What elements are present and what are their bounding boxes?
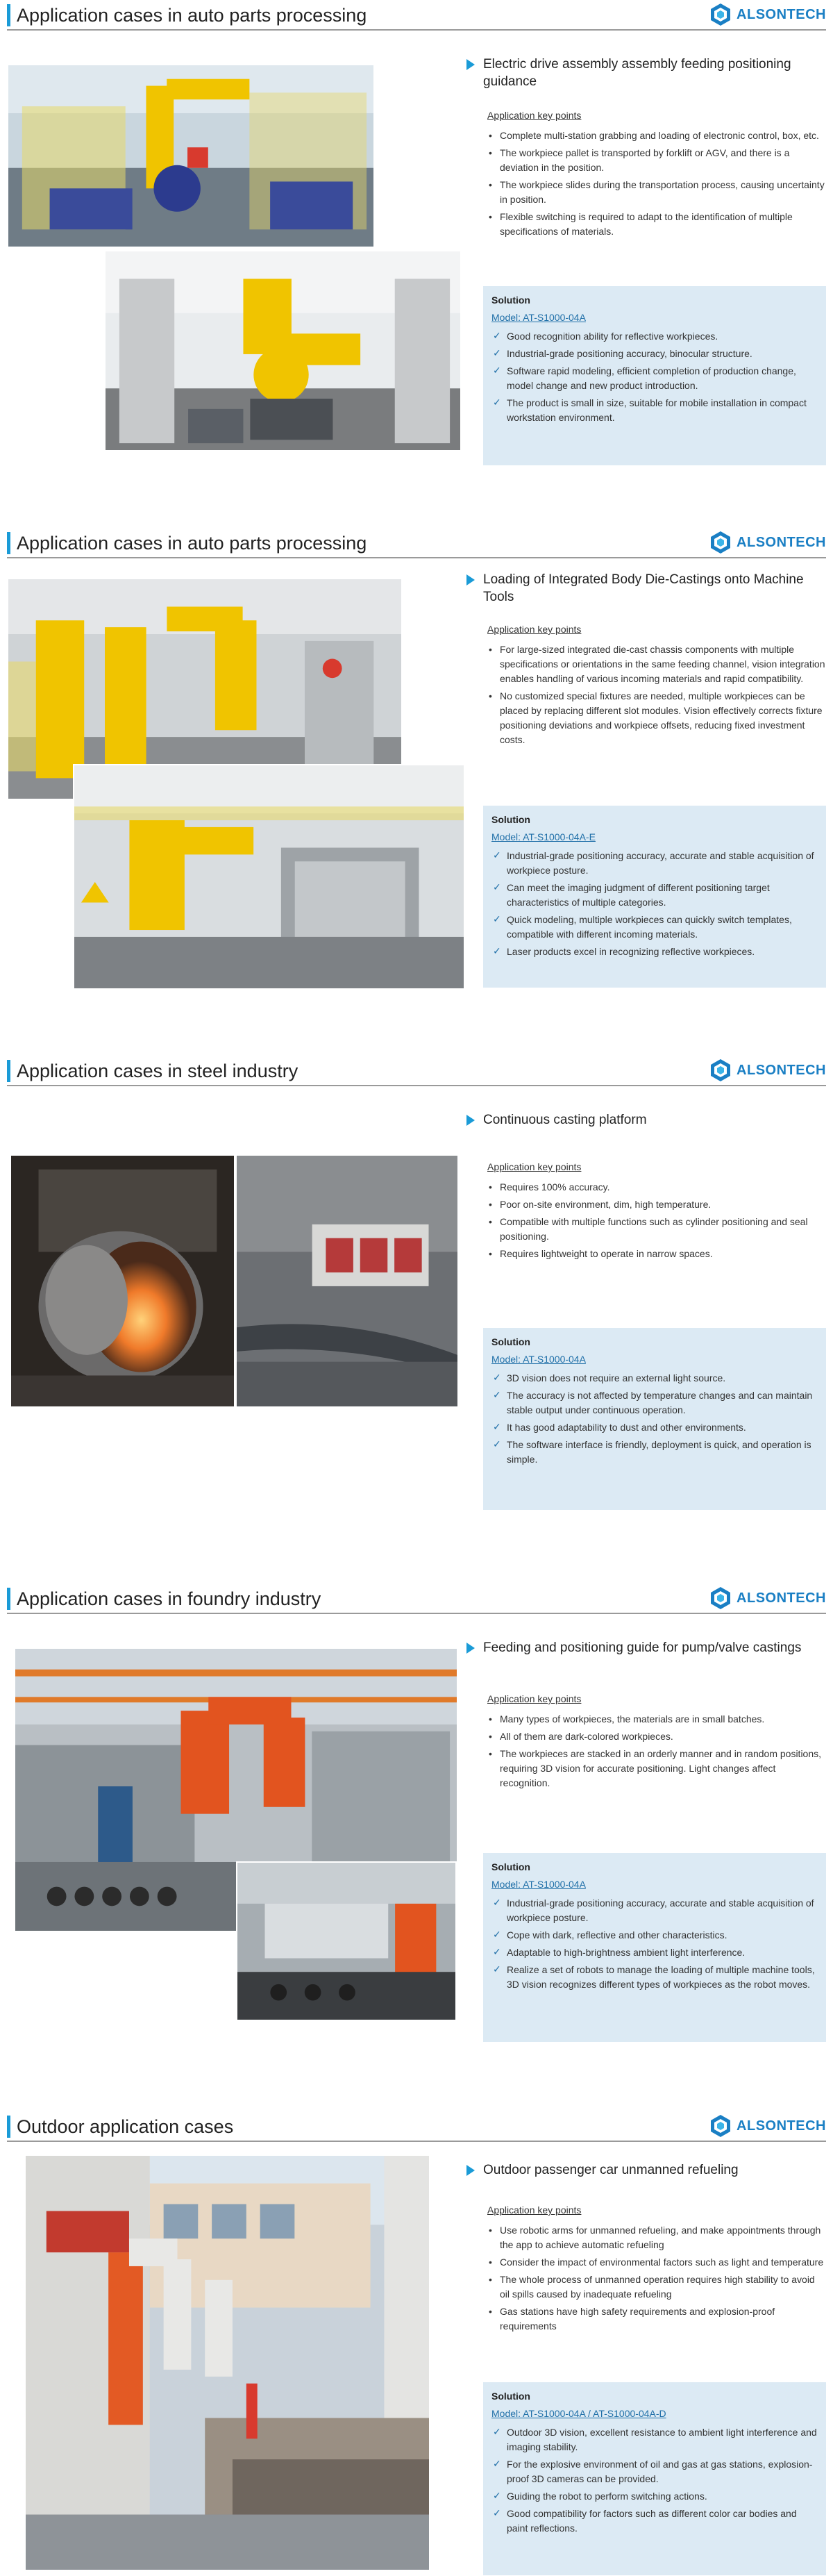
section-header xyxy=(0,528,833,561)
robot-loading-photo xyxy=(73,764,465,990)
key-point-item: • For large-sized integrated die-cast chassis components with multiple specifications or orientations in the same feeding channel, vision integration enables handling of various incoming materials and rapid compatibility. xyxy=(487,642,826,686)
case-title-text: Feeding and positioning guide for pump/valve castings xyxy=(483,1640,802,1655)
solution-label: Solution xyxy=(491,1861,530,1872)
case-title xyxy=(466,2161,827,2179)
key-point-item: • Gas stations have high safety requirements and explosion-proof requirements xyxy=(487,2304,826,2334)
section-accent-bar xyxy=(7,4,10,26)
case-title xyxy=(466,571,827,606)
key-point-item: • The workpieces are stacked in an orderly manner and in random positions, requiring 3D vision for accurate positioning. Light changes affect recognition. xyxy=(487,1747,826,1790)
solution-box xyxy=(483,1328,826,1510)
section-accent-bar xyxy=(7,1060,10,1082)
section-accent-bar xyxy=(7,532,10,554)
solution-label: Solution xyxy=(491,814,530,825)
key-point-item: • Flexible switching is required to adapt to the identification of multiple specifications of materials. xyxy=(487,210,826,239)
brand-logo xyxy=(709,529,826,556)
section-divider xyxy=(7,557,826,558)
solution-item: ✓ Cope with dark, reflective and other characteristics. xyxy=(491,1928,818,1943)
section-header xyxy=(0,1584,833,1617)
triangle-right-icon xyxy=(466,1643,475,1654)
solution-box xyxy=(483,2382,826,2575)
section-heading: Application cases in auto parts processing xyxy=(17,5,367,26)
section-divider xyxy=(7,1085,826,1086)
solution-item: ✓ Realize a set of robots to manage the loading of multiple machine tools, 3D vision recognizes different types of workpieces as the robot moves. xyxy=(491,1963,818,1992)
solution-item: ✓ Guiding the robot to perform switching actions. xyxy=(491,2489,818,2504)
robot-cell-photo xyxy=(7,64,375,248)
brand-logo xyxy=(709,1057,826,1083)
key-points xyxy=(487,622,826,750)
casting-platform-photo xyxy=(235,1154,459,1408)
triangle-right-icon xyxy=(466,59,475,70)
solution-item: ✓ Industrial-grade positioning accuracy, accurate and stable acquisition of workpiece posture. xyxy=(491,1896,818,1925)
refueling-robot-photo xyxy=(24,2154,430,2571)
key-points xyxy=(487,1160,826,1264)
key-point-item: • Poor on-site environment, dim, high temperature. xyxy=(487,1197,826,1212)
model-label: Model: AT-S1000-04A xyxy=(491,312,586,323)
key-point-item: • The workpiece slides during the transportation process, causing uncertainty in position. xyxy=(487,178,826,207)
solution-item: ✓ 3D vision does not require an external light source. xyxy=(491,1371,818,1386)
solution-item: ✓ Outdoor 3D vision, excellent resistance to ambient light interference and imaging stability. xyxy=(491,2425,818,2454)
key-points-label: Application key points xyxy=(487,1161,582,1172)
brand-logo xyxy=(709,2113,826,2139)
section-accent-bar xyxy=(7,2116,10,2138)
brand-name: ALSONTECH xyxy=(737,6,826,22)
section-divider xyxy=(7,1613,826,1614)
key-point-item: • No customized special fixtures are needed, multiple workpieces can be placed by replacing different slot modules. Vision effectively corrects fixture positioning deviations and workpiece offsets, reducing fixed investment costs. xyxy=(487,689,826,747)
solution-box xyxy=(483,806,826,988)
key-point-item: • Requires lightweight to operate in narrow spaces. xyxy=(487,1247,826,1261)
solution-item: ✓ For the explosive environment of oil and gas at gas stations, explosion-proof 3D cameras can be provided. xyxy=(491,2457,818,2486)
solution-item: ✓ The product is small in size, suitable for mobile installation in compact workstation environment. xyxy=(491,396,818,425)
robot-arm-photo xyxy=(104,250,462,451)
case-section-2 xyxy=(0,528,833,1056)
key-points xyxy=(487,108,826,242)
section-heading: Outdoor application cases xyxy=(17,2116,234,2137)
brand-name: ALSONTECH xyxy=(737,1590,826,1606)
key-point-item: • The workpiece pallet is transported by forklift or AGV, and there is a deviation in the position. xyxy=(487,146,826,175)
key-point-item: • Use robotic arms for unmanned refueling, and make appointments through the app to achieve automatic refueling xyxy=(487,2223,826,2252)
solution-item: ✓ Software rapid modeling, efficient completion of production change, model change and new product introduction. xyxy=(491,364,818,393)
section-heading: Application cases in steel industry xyxy=(17,1061,298,1081)
solution-item: ✓ Industrial-grade positioning accuracy, binocular structure. xyxy=(491,347,818,361)
key-point-item: • Compatible with multiple functions such as cylinder positioning and seal positioning. xyxy=(487,1215,826,1244)
case-title-text: Outdoor passenger car unmanned refueling xyxy=(483,2163,739,2177)
solution-item: ✓ The software interface is friendly, deployment is quick, and operation is simple. xyxy=(491,1438,818,1467)
alsontech-logo-icon xyxy=(709,531,732,554)
solution-item: ✓ Good recognition ability for reflective workpieces. xyxy=(491,329,818,344)
key-points xyxy=(487,2203,826,2336)
key-points xyxy=(487,1692,826,1793)
ladle-pouring-photo xyxy=(10,1154,235,1408)
section-header xyxy=(0,1056,833,1089)
case-title xyxy=(466,1111,827,1129)
brand-logo xyxy=(709,1585,826,1611)
solution-item: ✓ Quick modeling, multiple workpieces can quickly switch templates, compatible with different incoming materials. xyxy=(491,913,818,942)
key-point-item: • Many types of workpieces, the materials are in small batches. xyxy=(487,1712,826,1727)
case-title xyxy=(466,1639,827,1656)
solution-item: ✓ Industrial-grade positioning accuracy, accurate and stable acquisition of workpiece posture. xyxy=(491,849,818,878)
case-section-1 xyxy=(0,0,833,528)
solution-box xyxy=(483,1853,826,2042)
key-points-label: Application key points xyxy=(487,110,582,121)
key-points-label: Application key points xyxy=(487,1693,582,1704)
solution-item: ✓ Can meet the imaging judgment of different positioning target characteristics of multiple categories. xyxy=(491,881,818,910)
solution-label: Solution xyxy=(491,294,530,306)
alsontech-logo-icon xyxy=(709,1058,732,1082)
model-label: Model: AT-S1000-04A xyxy=(491,1879,586,1890)
key-point-item: • All of them are dark-colored workpieces. xyxy=(487,1729,826,1744)
model-label: Model: AT-S1000-04A xyxy=(491,1354,586,1365)
key-point-item: • The whole process of unmanned operation requires high stability to avoid oil spills caused by inadequate refueling xyxy=(487,2272,826,2302)
solution-box xyxy=(483,286,826,465)
section-header xyxy=(0,0,833,33)
alsontech-logo-icon xyxy=(709,3,732,26)
brand-name: ALSONTECH xyxy=(737,534,826,550)
castings-inset-photo xyxy=(236,1861,457,2021)
solution-item: ✓ It has good adaptability to dust and other environments. xyxy=(491,1420,818,1435)
solution-item: ✓ Good compatibility for factors such as different color car bodies and paint reflections. xyxy=(491,2507,818,2536)
triangle-right-icon xyxy=(466,574,475,585)
model-label: Model: AT-S1000-04A / AT-S1000-04A-D xyxy=(491,2408,666,2419)
key-points-label: Application key points xyxy=(487,2204,582,2216)
case-section-3 xyxy=(0,1056,833,1584)
section-divider xyxy=(7,2141,826,2142)
case-section-5 xyxy=(0,2111,833,2576)
solution-item: ✓ The accuracy is not affected by temperature changes and can maintain stable output under continuous operation. xyxy=(491,1388,818,1418)
section-accent-bar xyxy=(7,1588,10,1610)
solution-label: Solution xyxy=(491,2391,530,2402)
section-heading: Application cases in auto parts processing xyxy=(17,533,367,554)
triangle-right-icon xyxy=(466,1115,475,1126)
model-label: Model: AT-S1000-04A-E xyxy=(491,831,596,842)
solution-item: ✓ Laser products excel in recognizing reflective workpieces. xyxy=(491,945,818,959)
key-points-label: Application key points xyxy=(487,624,582,635)
brand-name: ALSONTECH xyxy=(737,1062,826,1078)
key-point-item: • Consider the impact of environmental factors such as light and temperature xyxy=(487,2255,826,2270)
brand-logo xyxy=(709,1,826,28)
solution-item: ✓ Adaptable to high-brightness ambient light interference. xyxy=(491,1945,818,1960)
alsontech-logo-icon xyxy=(709,2114,732,2138)
case-title-text: Loading of Integrated Body Die-Castings onto Machine Tools xyxy=(483,572,804,604)
key-point-item: • Complete multi-station grabbing and loading of electronic control, box, etc. xyxy=(487,128,826,143)
section-divider xyxy=(7,29,826,31)
key-point-item: • Requires 100% accuracy. xyxy=(487,1180,826,1195)
case-title-text: Electric drive assembly assembly feeding positioning guidance xyxy=(483,57,791,89)
section-heading: Application cases in foundry industry xyxy=(17,1588,321,1609)
case-section-4 xyxy=(0,1584,833,2111)
brand-name: ALSONTECH xyxy=(737,2118,826,2134)
triangle-right-icon xyxy=(466,2165,475,2176)
section-header xyxy=(0,2111,833,2145)
alsontech-logo-icon xyxy=(709,1586,732,1610)
case-title-text: Continuous casting platform xyxy=(483,1113,647,1127)
solution-label: Solution xyxy=(491,1336,530,1347)
case-title xyxy=(466,56,827,90)
